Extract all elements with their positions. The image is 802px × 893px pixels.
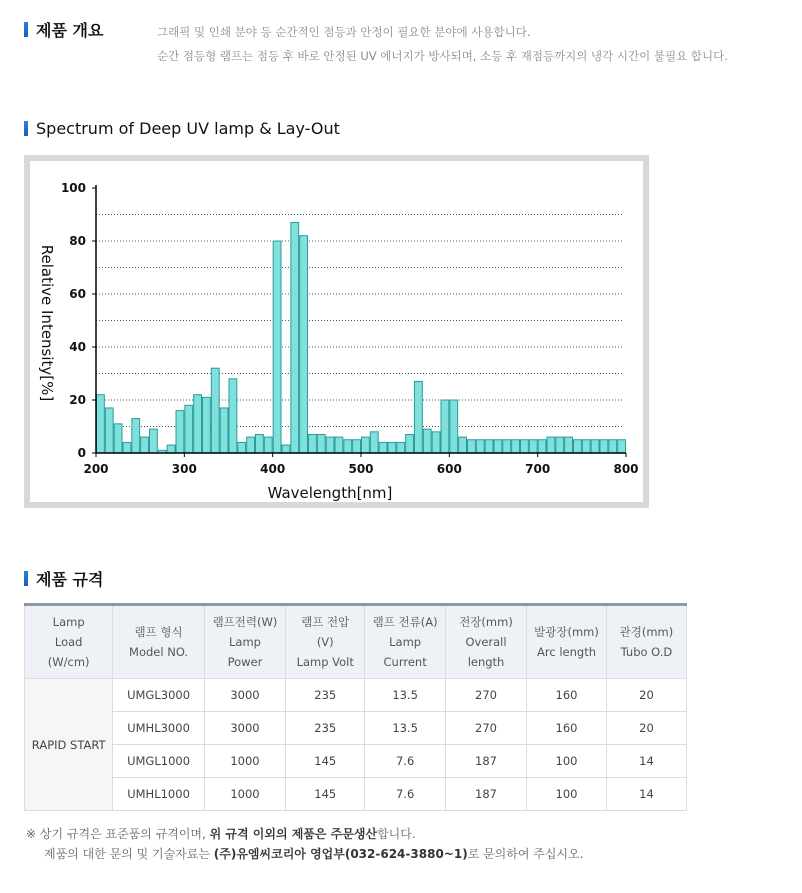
spec-header-line: Lamp <box>228 635 261 649</box>
table-cell: UMHL1000 <box>113 778 205 811</box>
table-row <box>25 712 687 745</box>
spec-table <box>24 603 687 811</box>
spectrum-bar <box>264 437 272 453</box>
x-tick-label: 500 <box>348 462 374 476</box>
spec-header-line: Load <box>54 635 83 649</box>
spectrum-bar <box>388 442 396 453</box>
spectrum-bar <box>256 434 264 453</box>
spec-header-line: length <box>467 655 505 669</box>
table-cell: 3000 <box>204 712 285 745</box>
table-cell: 1000 <box>204 745 285 778</box>
table-cell: 145 <box>286 778 365 811</box>
spectrum-bar <box>229 379 237 453</box>
spec-header-line: Model NO. <box>129 645 189 659</box>
table-cell: UMHL3000 <box>113 712 205 745</box>
note-1-emphasis: 위 규격 이외의 제품은 주문생산 <box>209 827 378 841</box>
y-tick-label: 40 <box>69 340 86 354</box>
spectrum-bar <box>335 437 343 453</box>
table-cell: 160 <box>527 712 607 745</box>
spec-header-row <box>25 605 687 679</box>
spec-header-line: 관경(mm) <box>619 625 674 639</box>
spectrum-bar <box>291 222 299 453</box>
title-bar-icon <box>24 571 28 586</box>
spectrum-bar <box>211 368 219 453</box>
specs-title-text: 제품 규격 <box>36 570 104 589</box>
spectrum-bar <box>203 397 211 453</box>
spec-header-line: Current <box>383 655 427 669</box>
table-cell: 187 <box>445 778 526 811</box>
spectrum-bar <box>565 437 573 453</box>
spectrum-bar <box>512 440 520 453</box>
table-cell: 13.5 <box>365 712 446 745</box>
overview-text <box>157 20 728 68</box>
x-tick-label: 400 <box>260 462 286 476</box>
spectrum-bar <box>362 437 370 453</box>
spec-header-cell <box>286 605 365 679</box>
spectrum-bar <box>476 440 484 453</box>
spec-header-cell <box>113 605 205 679</box>
table-row <box>25 679 687 712</box>
spectrum-bar <box>282 445 290 453</box>
spectrum-bar <box>114 424 122 453</box>
spectrum-title-text: Spectrum of Deep UV lamp & Lay-Out <box>36 119 340 138</box>
spectrum-bar <box>538 440 546 453</box>
spec-header-line: Power <box>227 655 263 669</box>
x-tick-label: 800 <box>613 462 639 476</box>
table-cell: 100 <box>527 778 607 811</box>
spec-header-line: 램프전력(W) <box>212 615 278 629</box>
spectrum-bar <box>150 429 158 453</box>
spectrum-bar <box>317 434 325 453</box>
table-cell: 235 <box>286 679 365 712</box>
table-cell: 160 <box>527 679 607 712</box>
table-row <box>25 745 687 778</box>
spectrum-bar <box>423 429 431 453</box>
spec-header-cell <box>606 605 686 679</box>
spectrum-bar <box>194 395 202 453</box>
spec-header-line: 램프 전류(A) <box>372 615 438 629</box>
spec-header-line: 발광장(mm) <box>534 625 599 639</box>
spectrum-bar <box>247 437 255 453</box>
spec-header-line: Tubo O.D <box>620 645 673 659</box>
spectrum-bar <box>370 432 378 453</box>
overview-title-text: 제품 개요 <box>36 21 104 40</box>
spec-header-cell <box>527 605 607 679</box>
y-axis-label: Relative Intensity[%] <box>38 244 56 402</box>
chart-frame <box>24 155 649 508</box>
spectrum-bar <box>309 434 317 453</box>
table-cell: 270 <box>445 679 526 712</box>
spec-header-cell <box>25 605 113 679</box>
spectrum-bar <box>105 408 113 453</box>
x-tick-label: 300 <box>171 462 197 476</box>
spectrum-bar <box>441 400 449 453</box>
note-line-2 <box>26 844 583 864</box>
spectrum-bar <box>379 442 387 453</box>
spectrum-bar <box>494 440 502 453</box>
y-tick-label: 0 <box>77 446 86 460</box>
spec-header-line: Lamp <box>52 615 85 629</box>
spec-header-line: Lamp Volt <box>296 655 354 669</box>
spectrum-bar <box>618 440 626 453</box>
table-cell: 270 <box>445 712 526 745</box>
title-bar-icon <box>24 121 28 136</box>
spectrum-bar <box>273 241 281 453</box>
table-cell: 145 <box>286 745 365 778</box>
table-cell: 187 <box>445 745 526 778</box>
note-1-end: 합니다. <box>377 827 416 841</box>
overview-title <box>24 18 103 41</box>
table-cell: 13.5 <box>365 679 446 712</box>
spectrum-bar <box>521 440 529 453</box>
table-cell: 235 <box>286 712 365 745</box>
spectrum-bar <box>450 400 458 453</box>
load-type-cell: RAPID START <box>25 679 113 811</box>
table-cell: 7.6 <box>365 745 446 778</box>
spec-header-cell <box>204 605 285 679</box>
spectrum-bar <box>123 442 131 453</box>
table-cell: UMGL3000 <box>113 679 205 712</box>
spectrum-title <box>24 119 340 138</box>
spectrum-bar <box>503 440 511 453</box>
spec-header-line: (V) <box>316 635 334 649</box>
spectrum-bar <box>529 440 537 453</box>
spectrum-bar <box>609 440 617 453</box>
spectrum-bar <box>459 437 467 453</box>
y-tick-label: 80 <box>69 234 86 248</box>
spectrum-bar <box>582 440 590 453</box>
table-cell: 14 <box>606 778 686 811</box>
spectrum-bar <box>600 440 608 453</box>
spectrum-bar <box>326 437 334 453</box>
overview-line-2: 순간 점등형 램프는 점등 후 바로 안정된 UV 에너지가 방사되며, 소등 후 재점등까지의 냉각 시간이 불필요 합니다. <box>157 49 728 63</box>
x-tick-label: 600 <box>436 462 462 476</box>
spectrum-bar <box>353 440 361 453</box>
note-2-contact: (주)유엠씨코리아 영업부(032-624-3880~1) <box>213 847 468 861</box>
spectrum-bar <box>415 381 423 453</box>
spectrum-bar <box>132 419 140 453</box>
table-cell: 20 <box>606 712 686 745</box>
spec-header-line: (W/cm) <box>47 655 90 669</box>
spectrum-bar <box>397 442 405 453</box>
spectrum-bar <box>574 440 582 453</box>
spectrum-bar <box>432 432 440 453</box>
spectrum-bar <box>468 440 476 453</box>
spectrum-bar <box>97 395 105 453</box>
table-cell: 100 <box>527 745 607 778</box>
note-1-text: ※ 상기 규격은 표준품의 규격이며, <box>26 827 210 841</box>
spectrum-bar <box>238 442 246 453</box>
spec-header-cell <box>445 605 526 679</box>
spectrum-bar <box>176 411 184 453</box>
specs-title <box>24 567 103 590</box>
note-line-1 <box>26 824 583 844</box>
table-cell: 3000 <box>204 679 285 712</box>
spectrum-bar <box>141 437 149 453</box>
spectrum-bar <box>556 437 564 453</box>
y-tick-label: 100 <box>60 181 86 195</box>
spec-header-line: Arc length <box>537 645 596 659</box>
notes <box>26 824 583 864</box>
table-cell: 14 <box>606 745 686 778</box>
table-row <box>25 778 687 811</box>
y-tick-label: 60 <box>69 287 86 301</box>
spectrum-bar <box>167 445 175 453</box>
spectrum-bar <box>485 440 493 453</box>
spectrum-bar <box>220 408 228 453</box>
spectrum-bar <box>344 440 352 453</box>
spectrum-bar <box>406 434 414 453</box>
title-bar-icon <box>24 22 28 37</box>
table-cell: 20 <box>606 679 686 712</box>
x-axis-label: Wavelength[nm] <box>267 484 393 502</box>
table-cell: 1000 <box>204 778 285 811</box>
y-tick-label: 20 <box>69 393 86 407</box>
table-cell: UMGL1000 <box>113 745 205 778</box>
spec-header-line: 램프 형식 <box>134 625 183 639</box>
chart-area <box>30 161 643 502</box>
spec-header-line: Lamp <box>389 635 422 649</box>
x-tick-label: 700 <box>525 462 551 476</box>
spec-header-cell <box>365 605 446 679</box>
spectrum-bar <box>591 440 599 453</box>
note-2-text: 제품의 대한 문의 및 기술자료는 <box>44 847 214 861</box>
x-tick-label: 200 <box>83 462 109 476</box>
note-2-end: 로 문의하여 주십시오. <box>467 847 584 861</box>
table-cell: 7.6 <box>365 778 446 811</box>
spectrum-bar <box>547 437 555 453</box>
spec-header-line: 전장(mm) <box>459 615 513 629</box>
spec-header-line: 램프 전압 <box>301 615 350 629</box>
spectrum-chart <box>30 161 643 502</box>
overview-line-1: 그래픽 및 인쇄 분야 등 순간적인 점등과 안정이 필요한 분야에 사용합니다. <box>157 25 531 39</box>
spectrum-bar <box>300 236 308 453</box>
spectrum-bar <box>185 405 193 453</box>
spec-header-line: Overall <box>465 635 507 649</box>
